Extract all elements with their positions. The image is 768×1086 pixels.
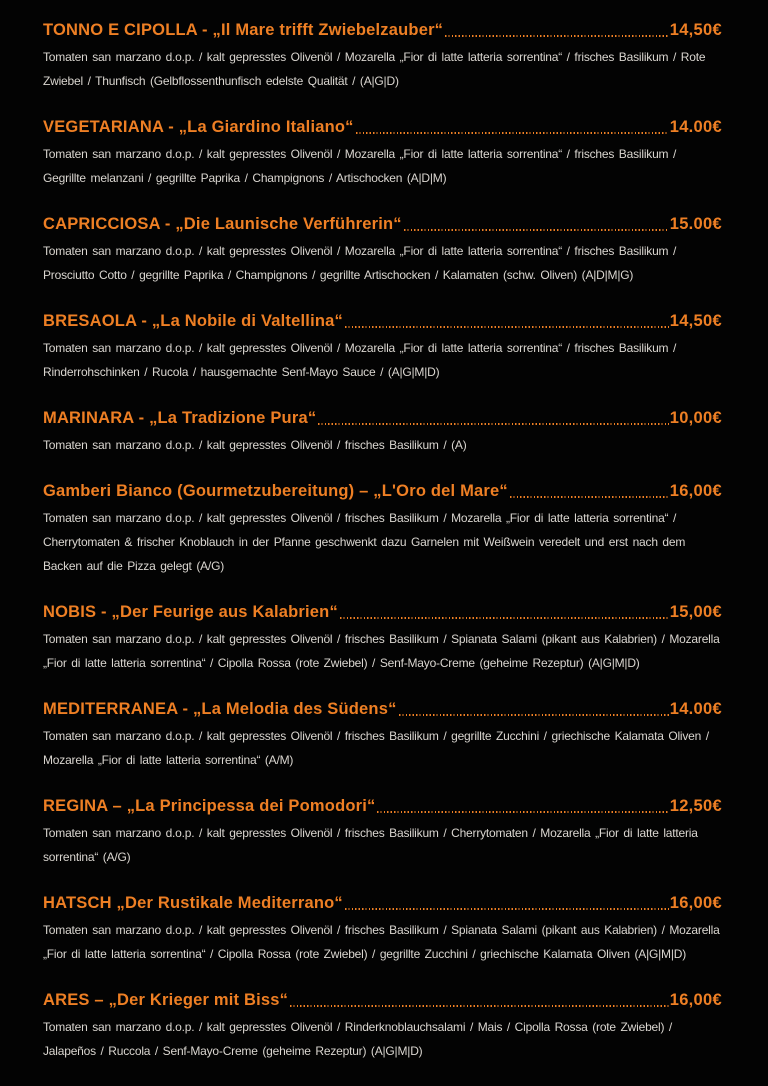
menu-item-price: 14.00€ xyxy=(669,118,722,136)
dotted-leader xyxy=(377,811,668,813)
menu-item-price: 16,00€ xyxy=(669,482,722,500)
menu-item-price: 10,00€ xyxy=(669,409,722,427)
menu-item-description: Tomaten san marzano d.o.p. / kalt gepresstes Olivenöl / frisches Basilikum / gegrillte Zucchini / griechische Kalamata Oliven / Mozarella „Fior di latte latteria sorrentina“ (A/M) xyxy=(43,729,709,767)
menu-item-price: 16,00€ xyxy=(669,991,722,1009)
menu-item-price: 12,50€ xyxy=(669,797,722,815)
menu-item-description: Tomaten san marzano d.o.p. / kalt gepresstes Olivenöl / frisches Basilikum / Mozarella „Fior di latte latteria sorrentina“ / Cherrytomaten & frischer Knoblauch in der Pfanne geschwenkt dazu Garnelen mit Weißwein veredelt und erst nach dem Backen auf die Pizza gelegt (A/G) xyxy=(43,511,686,573)
menu-item-description: Tomaten san marzano d.o.p. / kalt gepresstes Olivenöl / Mozarella „Fior di latte latteria sorrentina“ / frisches Basilikum / Rinderrohschinken / Rucola / hausgemachte Senf-Mayo Sauce / (A|G|M|D) xyxy=(43,341,677,379)
menu-item-title: VEGETARIANA - „La Giardino Italiano“ xyxy=(43,118,354,136)
menu-item xyxy=(43,19,722,93)
dotted-leader xyxy=(345,326,669,328)
menu-item-title: NOBIS - „Der Feurige aus Kalabrien“ xyxy=(43,603,338,621)
menu-item-header xyxy=(43,310,722,332)
menu-item-description: Tomaten san marzano d.o.p. / kalt gepresstes Olivenöl / frisches Basilikum / (A) xyxy=(43,438,467,452)
menu-item-header xyxy=(43,19,722,41)
menu-item-title: TONNO E CIPOLLA - „Il Mare trifft Zwiebelzauber“ xyxy=(43,21,444,39)
menu-item xyxy=(43,480,722,578)
dotted-leader xyxy=(340,617,669,619)
menu-item-price: 15,00€ xyxy=(669,603,722,621)
menu-item-header xyxy=(43,116,722,138)
menu-item-header xyxy=(43,989,722,1011)
menu-item-description: Tomaten san marzano d.o.p. / kalt gepresstes Olivenöl / frisches Basilikum / Spianata Salami (pikant aus Kalabrien) / Mozarella „Fior di latte latteria sorrentina“ / Cipolla Rossa (rote Zwiebel) / Senf-Mayo-Creme (geheime Rezeptur) (A|G|M|D) xyxy=(43,632,720,670)
dotted-leader xyxy=(318,423,668,425)
menu-item-description: Tomaten san marzano d.o.p. / kalt gepresstes Olivenöl / Mozarella „Fior di latte latteria sorrentina“ / frisches Basilikum / Gegrillte melanzani / gegrillte Paprika / Champignons / Artischocken (A|D|M) xyxy=(43,147,677,185)
menu-item xyxy=(43,116,722,190)
menu-item-header xyxy=(43,407,722,429)
menu-item-price: 14,50€ xyxy=(669,21,722,39)
dotted-leader xyxy=(404,229,669,231)
menu-item xyxy=(43,698,722,772)
menu-item-header xyxy=(43,795,722,817)
dotted-leader xyxy=(356,132,669,134)
menu-item xyxy=(43,989,722,1063)
dotted-leader xyxy=(345,908,669,910)
dotted-leader xyxy=(445,35,669,37)
menu-item xyxy=(43,892,722,966)
menu-item-description: Tomaten san marzano d.o.p. / kalt gepresstes Olivenöl / frisches Basilikum / Cherrytomaten / Mozarella „Fior di latte latteria sorrentina“ (A/G) xyxy=(43,826,698,864)
menu-item-title: CAPRICCIOSA - „Die Launische Verführerin“ xyxy=(43,215,402,233)
menu-item xyxy=(43,310,722,384)
menu-item-title: REGINA – „La Principessa dei Pomodori“ xyxy=(43,797,376,815)
menu-item-title: ARES – „Der Krieger mit Biss“ xyxy=(43,991,289,1009)
menu-item-title: BRESAOLA - „La Nobile di Valtellina“ xyxy=(43,312,343,330)
menu-item-price: 14,50€ xyxy=(669,312,722,330)
menu-item-title: Gamberi Bianco (Gourmetzubereitung) – „L'Oro del Mare“ xyxy=(43,482,508,500)
dotted-leader xyxy=(399,714,669,716)
menu-item-price: 15.00€ xyxy=(669,215,722,233)
menu-item xyxy=(43,407,722,457)
dotted-leader xyxy=(290,1005,669,1007)
menu-item-header xyxy=(43,892,722,914)
menu-item-header xyxy=(43,213,722,235)
menu-item-price: 14.00€ xyxy=(669,700,722,718)
menu-item-price: 16,00€ xyxy=(669,894,722,912)
menu-item-description: Tomaten san marzano d.o.p. / kalt gepresstes Olivenöl / Mozarella „Fior di latte latteria sorrentina“ / frisches Basilikum / Rote Zwiebel / Thunfisch (Gelbflossenthunfisch edelste Qualität / (A|G|D) xyxy=(43,50,706,88)
menu-item-description: Tomaten san marzano d.o.p. / kalt gepresstes Olivenöl / frisches Basilikum / Spianata Salami (pikant aus Kalabrien) / Mozarella „Fior di latte latteria sorrentina“ / Cipolla Rossa (rote Zwiebel) / gegrillte Zucchini / griechische Kalamata Oliven (A|G|M|D) xyxy=(43,923,720,961)
menu-item-title: MEDITERRANEA - „La Melodia des Südens“ xyxy=(43,700,397,718)
menu-item-description: Tomaten san marzano d.o.p. / kalt gepresstes Olivenöl / Mozarella „Fior di latte latteria sorrentina“ / frisches Basilikum / Prosciutto Cotto / gegrillte Paprika / Champignons / gegrillte Artischocken / Kalamaten (schw. Oliven) (A|D|M|G) xyxy=(43,244,677,282)
menu-item-title: HATSCH „Der Rustikale Mediterrano“ xyxy=(43,894,343,912)
menu-item-header xyxy=(43,698,722,720)
menu-item-title: MARINARA - „La Tradizione Pura“ xyxy=(43,409,317,427)
menu-item xyxy=(43,795,722,869)
menu-item-description: Tomaten san marzano d.o.p. / kalt gepresstes Olivenöl / Rinderknoblauchsalami / Mais / Cipolla Rossa (rote Zwiebel) / Jalapeños / Ruccola / Senf-Mayo-Creme (geheime Rezeptur) (A|G|M|D) xyxy=(43,1020,673,1058)
dotted-leader xyxy=(510,496,669,498)
menu-list xyxy=(43,19,722,1063)
menu-item-header xyxy=(43,601,722,623)
menu-item-header xyxy=(43,480,722,502)
menu-item xyxy=(43,601,722,675)
menu-item xyxy=(43,213,722,287)
